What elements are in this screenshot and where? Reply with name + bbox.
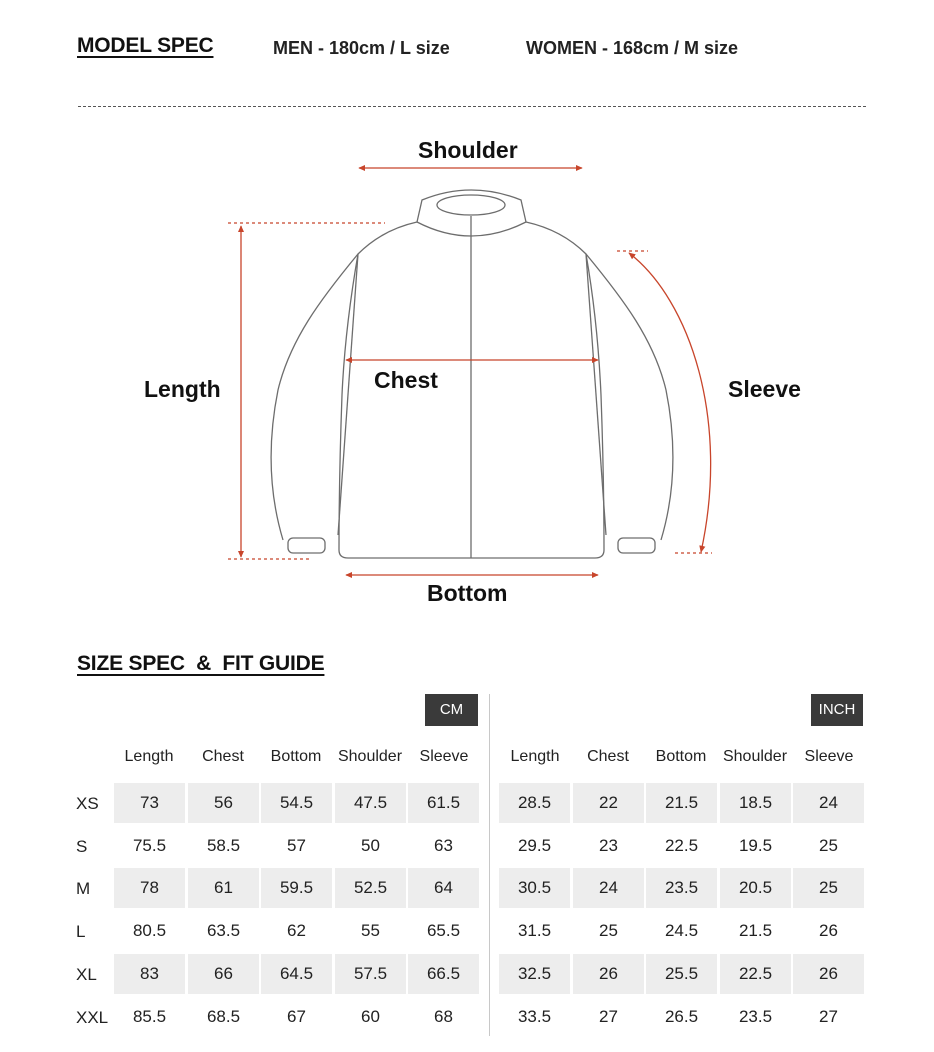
- cm-cell-bottom: 57: [287, 836, 306, 855]
- cm-cell-chest: 58.5: [206, 836, 241, 855]
- cm-cell-length: 73: [114, 783, 185, 823]
- inch-cell-shoulder: 20.5: [720, 868, 791, 908]
- sleeve-label: Sleeve: [728, 376, 801, 402]
- size-row-label: XL: [76, 965, 97, 984]
- size-row-label: S: [76, 837, 88, 856]
- cm-cell-sleeve: 61.5: [408, 783, 479, 823]
- shoulder-label: Shoulder: [418, 137, 518, 163]
- cm-cell-shoulder: 50: [361, 836, 380, 855]
- cm-cell-sleeve: 65.5: [426, 921, 461, 940]
- inch-cell-sleeve: 25: [793, 868, 864, 908]
- model-spec-women: WOMEN - 168cm / M size: [526, 38, 739, 58]
- cm-cell-sleeve: 63: [434, 836, 453, 855]
- inch-cell-length: 30.5: [499, 868, 570, 908]
- cm-unit-badge: CM: [425, 694, 478, 726]
- inch-cell-shoulder: 22.5: [720, 954, 791, 994]
- cm-cell-chest: 61: [188, 868, 259, 908]
- cm-col-length: Length: [124, 748, 174, 765]
- inch-cell-shoulder: 19.5: [738, 836, 773, 855]
- bottom-label: Bottom: [427, 580, 508, 606]
- size-row-label: M: [76, 879, 91, 898]
- inch-cell-bottom: 23.5: [646, 868, 717, 908]
- cm-col-bottom: Bottom: [270, 748, 322, 765]
- size-row-label: XXL: [76, 1008, 109, 1027]
- cm-cell-bottom: 64.5: [261, 954, 332, 994]
- cm-cell-bottom: 54.5: [261, 783, 332, 823]
- inch-cell-chest: 26: [573, 954, 644, 994]
- cm-cell-shoulder: 47.5: [335, 783, 406, 823]
- cm-cell-sleeve: 66.5: [408, 954, 479, 994]
- cm-cell-shoulder: 57.5: [335, 954, 406, 994]
- inch-cell-length: 33.5: [517, 1007, 552, 1026]
- inch-cell-chest: 24: [573, 868, 644, 908]
- inch-cell-shoulder: 23.5: [738, 1007, 773, 1026]
- cm-cell-chest: 63.5: [206, 921, 241, 940]
- inch-cell-sleeve: 25: [819, 836, 838, 855]
- cm-cell-shoulder: 55: [361, 921, 380, 940]
- inch-cell-shoulder: 21.5: [738, 921, 773, 940]
- chest-label: Chest: [374, 367, 438, 393]
- inch-unit-badge: INCH: [811, 694, 863, 726]
- cm-cell-chest: 56: [188, 783, 259, 823]
- inch-cell-bottom: 21.5: [646, 783, 717, 823]
- inch-col-bottom: Bottom: [655, 748, 707, 765]
- inch-cell-bottom: 26.5: [664, 1007, 699, 1026]
- cm-cell-chest: 66: [188, 954, 259, 994]
- inch-cell-bottom: 25.5: [646, 954, 717, 994]
- model-spec-men: MEN - 180cm / L size: [273, 38, 450, 58]
- inch-cell-sleeve: 26: [819, 921, 838, 940]
- inch-cell-chest: 22: [573, 783, 644, 823]
- cm-col-sleeve: Sleeve: [419, 748, 469, 765]
- cm-cell-bottom: 59.5: [261, 868, 332, 908]
- size-spec-title: SIZE SPEC & FIT GUIDE: [77, 652, 325, 675]
- inch-cell-length: 32.5: [499, 954, 570, 994]
- inch-cell-sleeve: 26: [793, 954, 864, 994]
- cm-cell-sleeve: 64: [408, 868, 479, 908]
- cm-cell-bottom: 67: [287, 1007, 306, 1026]
- inch-cell-chest: 27: [599, 1007, 618, 1026]
- cm-cell-length: 75.5: [132, 836, 167, 855]
- inch-col-length: Length: [510, 748, 560, 765]
- model-spec-title: MODEL SPEC: [77, 34, 214, 57]
- inch-cell-shoulder: 18.5: [720, 783, 791, 823]
- inch-cell-chest: 23: [599, 836, 618, 855]
- inch-col-sleeve: Sleeve: [804, 748, 854, 765]
- inch-cell-chest: 25: [599, 921, 618, 940]
- cm-cell-sleeve: 68: [434, 1007, 453, 1026]
- cm-cell-bottom: 62: [287, 921, 306, 940]
- inch-cell-bottom: 22.5: [664, 836, 699, 855]
- inch-cell-length: 31.5: [517, 921, 552, 940]
- size-row-label: XS: [76, 794, 99, 813]
- inch-cell-length: 29.5: [517, 836, 552, 855]
- inch-cell-length: 28.5: [499, 783, 570, 823]
- size-row-label: L: [76, 922, 86, 941]
- cm-cell-length: 80.5: [132, 921, 167, 940]
- inch-cell-sleeve: 27: [819, 1007, 838, 1026]
- inch-col-chest: Chest: [587, 748, 629, 765]
- inch-cell-bottom: 24.5: [664, 921, 699, 940]
- length-label: Length: [144, 376, 221, 402]
- cm-cell-shoulder: 52.5: [335, 868, 406, 908]
- cm-col-chest: Chest: [202, 748, 244, 765]
- cm-cell-length: 85.5: [132, 1007, 167, 1026]
- cm-cell-length: 78: [114, 868, 185, 908]
- inch-col-shoulder: Shoulder: [722, 748, 788, 765]
- cm-cell-shoulder: 60: [361, 1007, 380, 1026]
- inch-cell-sleeve: 24: [793, 783, 864, 823]
- cm-cell-length: 83: [114, 954, 185, 994]
- cm-cell-chest: 68.5: [206, 1007, 241, 1026]
- cm-col-shoulder: Shoulder: [337, 748, 403, 765]
